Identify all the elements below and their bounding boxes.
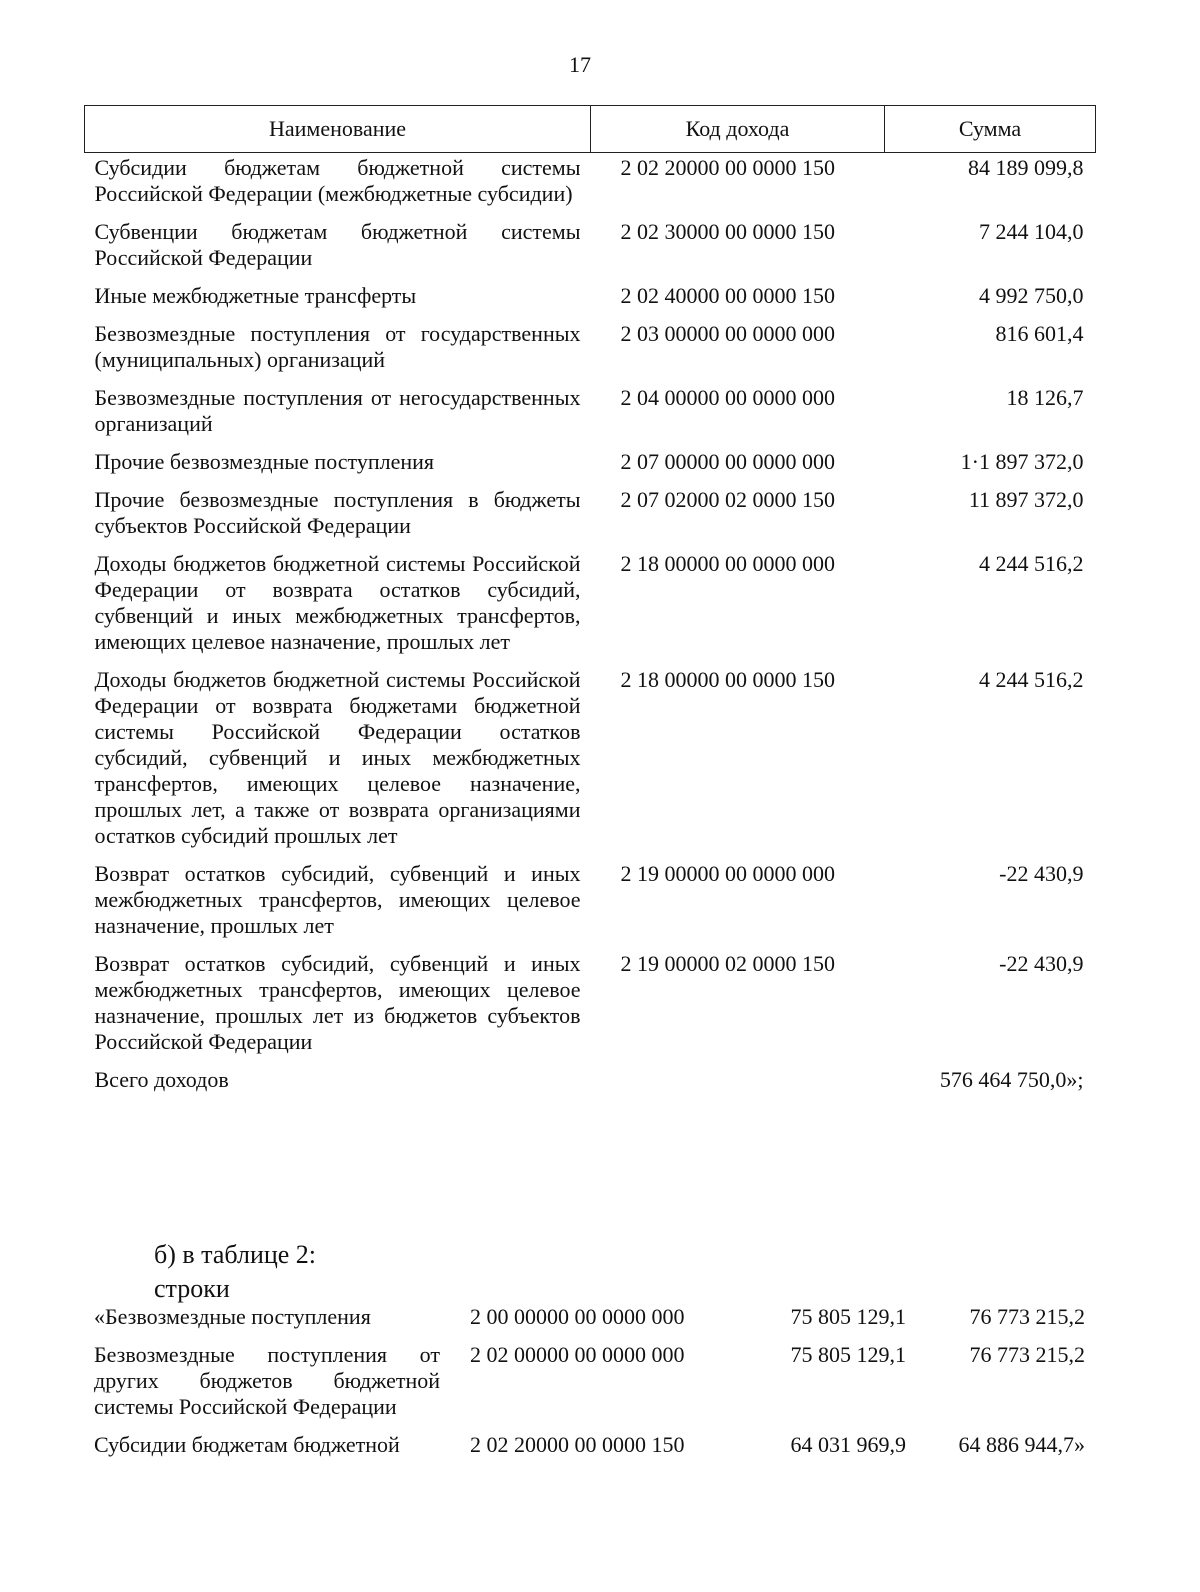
- row-name: Прочие безвозмездные поступления в бюджеты субъектов Российской Федерации: [94, 487, 581, 538]
- row-name: Возврат остатков субсидий, субвенций и иных межбюджетных трансфертов, имеющих целевое назначение, прошлых лет: [94, 861, 581, 938]
- table2-rows: [84, 1304, 1095, 1470]
- revenue-table: [84, 105, 1096, 1105]
- row-sum: 7 244 104,0: [979, 219, 1084, 244]
- row-name: Прочие безвозмездные поступления: [94, 449, 435, 474]
- table-row: [85, 951, 1096, 1067]
- total-code-empty: [591, 1067, 885, 1105]
- table-row: [84, 1432, 1095, 1470]
- total-row: [85, 1067, 1096, 1105]
- row-sum: 4 992 750,0: [979, 283, 1084, 308]
- row-sum: -22 430,9: [999, 951, 1084, 976]
- table-row: [85, 551, 1096, 667]
- row-code: 2 19 00000 02 0000 150: [620, 951, 835, 976]
- row-code: 2 07 02000 02 0000 150: [620, 487, 835, 512]
- row-sum: -22 430,9: [999, 861, 1084, 886]
- table-row: [85, 667, 1096, 861]
- section-b-line2: строки: [154, 1274, 230, 1303]
- table-row: [85, 283, 1096, 321]
- table-row: [85, 219, 1096, 283]
- table-row: [84, 1304, 1095, 1342]
- row-sum: 4 244 516,2: [979, 551, 1084, 576]
- total-label: Всего доходов: [94, 1067, 229, 1092]
- section-b-heading: [154, 1238, 316, 1306]
- row-name: Субсидии бюджетам бюджетной системы Российской Федерации (межбюджетные субсидии): [94, 155, 581, 206]
- header-name: Наименование: [85, 106, 591, 153]
- row-value-2: 64 886 944,7»: [958, 1432, 1085, 1457]
- table-row: [85, 861, 1096, 951]
- row-name: Иные межбюджетные трансферты: [94, 283, 417, 308]
- row-name: Безвозмездные поступления от негосударственных организаций: [94, 385, 581, 436]
- total-sum: 576 464 750,0»;: [939, 1067, 1084, 1092]
- row-name: Субвенции бюджетам бюджетной системы Российской Федерации: [94, 219, 581, 270]
- row-code: 2 19 00000 00 0000 000: [620, 861, 835, 886]
- row-code: 2 02 20000 00 0000 150: [620, 155, 835, 180]
- row-value-1: 75 805 129,1: [790, 1342, 906, 1367]
- table-header-row: [85, 106, 1096, 153]
- page-number: 17: [569, 52, 591, 77]
- row-sum: 84 189 099,8: [968, 155, 1084, 180]
- table-row: [85, 385, 1096, 449]
- row-sum: 1·1 897 372,0: [960, 449, 1084, 474]
- row-code: 2 02 40000 00 0000 150: [620, 283, 835, 308]
- table-row: [85, 321, 1096, 385]
- row-code: 2 18 00000 00 0000 000: [620, 551, 835, 576]
- row-value-1: 64 031 969,9: [790, 1432, 906, 1457]
- row-name: Безвозмездные поступления от государственных (муниципальных) организаций: [94, 321, 581, 372]
- row-code: 2 02 20000 00 0000 150: [470, 1432, 685, 1457]
- row-code: 2 02 30000 00 0000 150: [620, 219, 835, 244]
- row-name: Субсидии бюджетам бюджетной: [94, 1432, 400, 1457]
- table-row: [84, 1342, 1095, 1432]
- row-name: Доходы бюджетов бюджетной системы Российской Федерации от возврата бюджетами бюджетной системы Российской Федерации остатков субсидий, субвенций и иных межбюджетных трансфертов, имеющих целевое назначение, прошлых лет, а также от возврата организациями остатков субсидий прошлых лет: [94, 667, 581, 848]
- header-code: Код дохода: [591, 106, 885, 153]
- row-code: 2 18 00000 00 0000 150: [620, 667, 835, 692]
- row-sum: 4 244 516,2: [979, 667, 1084, 692]
- row-code: 2 00 00000 00 0000 000: [470, 1304, 685, 1329]
- row-name: Возврат остатков субсидий, субвенций и иных межбюджетных трансфертов, имеющих целевое назначение, прошлых лет из бюджетов субъектов Российской Федерации: [94, 951, 581, 1054]
- row-value-2: 76 773 215,2: [969, 1304, 1085, 1329]
- table-row: [85, 449, 1096, 487]
- row-code: 2 03 00000 00 0000 000: [620, 321, 835, 346]
- row-sum: 11 897 372,0: [968, 487, 1084, 512]
- row-name: Безвозмездные поступления от других бюджетов бюджетной системы Российской Федерации: [94, 1342, 440, 1419]
- row-code: 2 04 00000 00 0000 000: [620, 385, 835, 410]
- table-row: [85, 153, 1096, 220]
- header-sum: Сумма: [885, 106, 1096, 153]
- row-code: 2 02 00000 00 0000 000: [470, 1342, 685, 1367]
- row-code: 2 07 00000 00 0000 000: [620, 449, 835, 474]
- row-value-2: 76 773 215,2: [969, 1342, 1085, 1367]
- section-b-line1: б) в таблице 2:: [154, 1240, 317, 1269]
- row-value-1: 75 805 129,1: [790, 1304, 906, 1329]
- row-name: Доходы бюджетов бюджетной системы Российской Федерации от возврата остатков субсидий, субвенций и иных межбюджетных трансфертов, имеющих целевое назначение, прошлых лет: [94, 551, 581, 654]
- row-sum: 816 601,4: [995, 321, 1084, 346]
- row-sum: 18 126,7: [1006, 385, 1084, 410]
- table-row: [85, 487, 1096, 551]
- row-name: «Безвозмездные поступления: [94, 1304, 371, 1329]
